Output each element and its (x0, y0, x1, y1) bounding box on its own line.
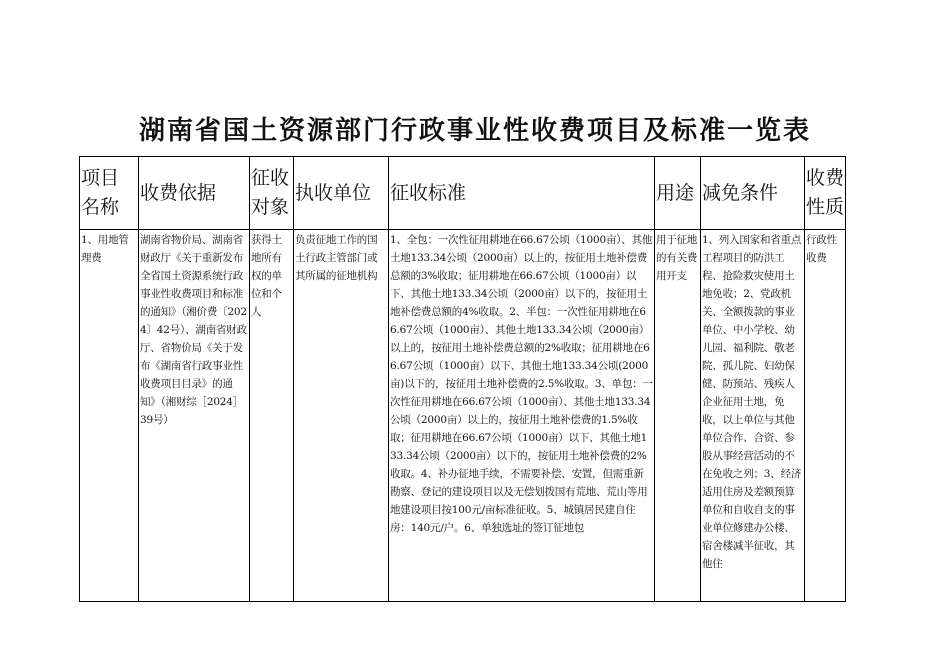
cell-nature: 行政性收费 (806, 234, 837, 264)
cell-target: 获得土地所有权的单位和个人 (251, 234, 282, 318)
header-target: 征收对象 (250, 157, 294, 230)
table-row (80, 230, 846, 602)
table-header-row (80, 157, 846, 230)
cell-item-name: 1、用地管理费 (81, 234, 129, 264)
header-standard: 征收标准 (389, 157, 655, 230)
cell-standard: 1、全包：一次性征用耕地在66.67公顷（1000亩）、其他土地133.34公顷（2000亩）以上的，按征用土地补偿费总额的3%收取；征用耕地在66.67公顷（1000亩）以下、其他土地133.34公顷（2000亩）以下的，按征用土地补偿费总额的4%收取。2、半包：一次性征用耕地在66.67公顷（1000亩）、其他土地133.34公顷（2000亩）以上的，按征用土地补偿费总额的2%收取；征用耕地在66.67公顷（1000亩）以下、其他土地133.34公顷(2000亩)以下的，按征用土地补偿费的2.5%收取。3、单包：一次性征用耕地在66.67公顷（1000亩）、其他土地133.34公顷（2000亩）以上的，按征用土地补偿费的1.5%收取；征用耕地在66.67公顷（1000亩）以下、其他土地133.34公顷（2000亩）以下的，按征用土地补偿费的2%收取。4、补办征地手续，不需要补偿、安置，但需重新勘察、登记的建设项目以及无偿划拨国有荒地、荒山等用地建设项目按100元/亩标准征收。5、城镇居民建自住房：140元/户。6、单独选址的签订征地包 (390, 234, 653, 534)
header-exemption: 减免条件 (701, 157, 805, 230)
fee-table (79, 156, 846, 602)
header-nature: 收费性质 (805, 157, 846, 230)
header-usage: 用途 (655, 157, 701, 230)
cell-unit: 负责征地工作的国土行政主管部门或其所属的征地机构 (295, 234, 378, 282)
header-unit: 执收单位 (294, 157, 389, 230)
document-title: 湖南省国土资源部门行政事业性收费项目及标准一览表 (138, 116, 811, 146)
header-basis: 收费依据 (139, 157, 250, 230)
cell-exemption: 1、列入国家和省重点工程项目的防洪工程、抢险救灾使用土地免收；2、党政机关、全额拨款的事业单位、中小学校、幼儿园、福利院、敬老院、孤儿院、妇幼保健、防预站、残疾人企业征用土地，免收，以上单位与其他单位合作、合资、参股从事经营活动的不在免收之列；3、经济适用住房及差额预算单位和自收自支的事业单位修建办公楼、宿舍楼减半征收，其他住 (702, 234, 802, 570)
header-item-name: 项目名称 (80, 157, 139, 230)
cell-usage: 用于征地的有关费用开支 (656, 234, 698, 282)
cell-basis: 湖南省物价局、湖南省财政厅《关于重新发布全省国土资源系统行政事业性收费项目和标准的通知》（湘价费〔2024〕42号）、湖南省财政厅、省物价局《关于发布《湖南省行政事业性收费项目目录》的通知》（湘财综［2024］39号） (140, 234, 247, 426)
